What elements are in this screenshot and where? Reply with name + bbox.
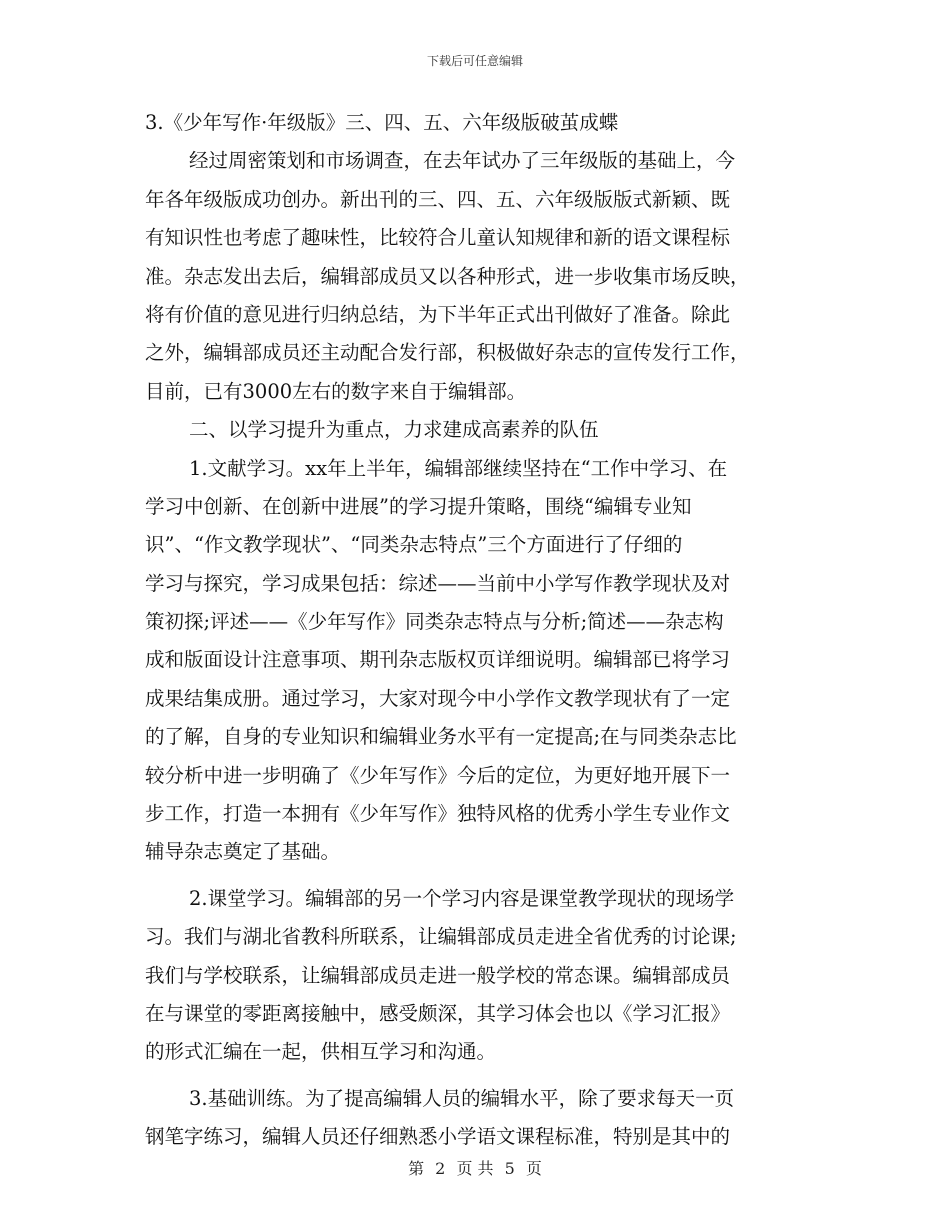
text-line: 成和版面设计注意事项、期刊杂志版权页详细说明。编辑部已将学习 xyxy=(145,648,731,672)
text-line: 的了解，自身的专业知识和编辑业务水平有一定提高;在与同类杂志比 xyxy=(145,725,737,749)
text-line: 成果结集成册。通过学习，大家对现今中小学作文教学现状有了一定 xyxy=(145,686,731,710)
text-line: 学习与探究，学习成果包括：综述——当前中小学写作教学现状及对 xyxy=(145,571,731,595)
text-line: 将有价值的意见进行归纳总结，为下半年正式出刊做好了准备。除此 xyxy=(145,302,731,326)
text-line: 经过周密策划和市场调查，在去年试办了三年级版的基础上，今 xyxy=(189,149,736,173)
text-line: 准。杂志发出去后，编辑部成员又以各种形式，进一步收集市场反映， xyxy=(145,264,750,288)
text-line: 年各年级版成功创办。新出刊的三、四、五、六年级版版式新颖、既 xyxy=(145,187,731,211)
current-page-number: 2 xyxy=(435,1159,446,1178)
text-line: 在与课堂的零距离接触中，感受颇深，其学习体会也以《学习汇报》 xyxy=(145,1001,731,1025)
footer-prefix: 第 xyxy=(408,1159,425,1178)
text-line: 目前，已有3000左右的数字来自于编辑部。 xyxy=(145,379,527,403)
text-line: 2.课堂学习。编辑部的另一个学习内容是课堂教学现状的现场学 xyxy=(189,886,735,910)
text-line: 之外，编辑部成员还主动配合发行部，积极做好杂志的宣传发行工作， xyxy=(145,341,750,365)
text-line: 习。我们与湖北省教科所联系，让编辑部成员走进全省优秀的讨论课; xyxy=(145,925,737,949)
text-line: 有知识性也考虑了趣味性，比较符合儿童认知规律和新的语文课程标 xyxy=(145,226,731,250)
page-footer xyxy=(0,1156,950,1179)
document-body xyxy=(145,104,807,1157)
text-line: 辅导杂志奠定了基础。 xyxy=(145,840,341,864)
text-line: 策初探;评述——《少年写作》同类杂志特点与分析;简述——杂志构 xyxy=(145,610,724,634)
text-line: 学习中创新、在创新中进展”的学习提升策略，围绕“编辑专业知 xyxy=(145,494,692,518)
text-line: 我们与学校联系，让编辑部成员走进一般学校的常态课。编辑部成员 xyxy=(145,963,731,987)
text-line: 较分析中进一步明确了《少年写作》今后的定位，为更好地开展下一 xyxy=(145,763,731,787)
footer-suffix: 页 xyxy=(525,1159,542,1178)
section-heading: 二、以学习提升为重点，力求建成高素养的队伍 xyxy=(189,418,599,442)
text-line: 识”、“作文教学现状”、“同类杂志特点”三个方面进行了仔细的 xyxy=(145,533,683,557)
text-line: 3.基础训练。为了提高编辑人员的编辑水平，除了要求每天一页 xyxy=(189,1086,735,1110)
text-line: 1.文献学习。xx年上半年，编辑部继续坚持在“工作中学习、在 xyxy=(189,456,728,480)
text-line: 的形式汇编在一起，供相互学习和沟通。 xyxy=(145,1040,497,1064)
total-page-number: 5 xyxy=(504,1159,515,1178)
page-header: 下载后可任意编辑 xyxy=(426,54,523,68)
text-line: 钢笔字练习，编辑人员还仔细熟悉小学语文课程标准，特别是其中的 xyxy=(145,1125,731,1149)
text-line: 步工作，打造一本拥有《少年写作》独特风格的优秀小学生专业作文 xyxy=(145,802,731,826)
text-line: 3.《少年写作·年级版》三、四、五、六年级版破茧成蝶 xyxy=(145,111,619,134)
footer-middle: 页 共 xyxy=(456,1159,494,1178)
